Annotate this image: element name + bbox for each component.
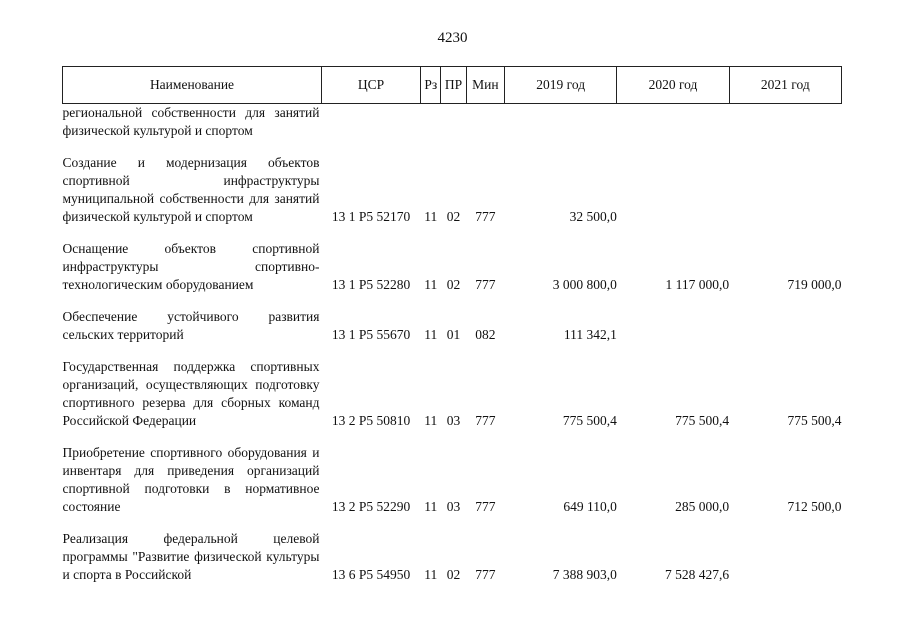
row-rz: 11	[424, 209, 438, 224]
row-rz: 11	[424, 277, 438, 292]
table-row	[63, 104, 842, 155]
row-name: Государственная поддержка спортивных организаций, осуществляющих подготовку спортивного резерва для сборных команд Российской Федерации	[62, 359, 320, 428]
row-2020	[617, 104, 729, 155]
row-pr: 03	[446, 413, 461, 428]
row-2019: 32 500,0	[569, 209, 617, 224]
row-name: Оснащение объектов спортивной инфраструктуры спортивно-технологическим оборудованием	[62, 241, 320, 292]
row-2021: 712 500,0	[787, 499, 842, 514]
header-csr: ЦСР	[321, 67, 420, 104]
row-rz: 11	[424, 499, 438, 514]
table-row	[63, 154, 842, 240]
row-2021	[729, 104, 841, 155]
row-2021	[729, 154, 841, 240]
row-pr	[441, 104, 466, 155]
header-2021: 2021 год	[729, 67, 841, 104]
table-row	[63, 240, 842, 308]
row-2020: 285 000,0	[675, 499, 730, 514]
row-pr: 01	[446, 327, 461, 342]
row-csr: 13 6 P5 54950	[331, 567, 411, 582]
header-pr: ПР	[441, 67, 466, 104]
row-pr: 03	[446, 499, 461, 514]
row-2019: 7 388 903,0	[552, 567, 617, 582]
row-2019: 3 000 800,0	[552, 277, 617, 292]
header-name: Наименование	[63, 67, 322, 104]
row-2021: 719 000,0	[787, 277, 842, 292]
row-csr: 13 2 P5 52290	[331, 499, 411, 514]
row-2020: 7 528 427,6	[665, 567, 730, 582]
row-2019: 649 110,0	[563, 499, 617, 514]
row-min: 082	[475, 327, 496, 342]
row-2021	[729, 530, 841, 584]
row-pr: 02	[446, 567, 461, 582]
row-min: 777	[475, 413, 496, 428]
row-min: 777	[475, 277, 496, 292]
row-2021	[729, 308, 841, 358]
row-2020: 1 117 000,0	[665, 277, 730, 292]
row-csr: 13 2 P5 50810	[331, 413, 411, 428]
row-name: Реализация федеральной целевой программы "Развитие физической культуры и спорта в Российской	[62, 531, 320, 582]
row-pr: 02	[446, 209, 461, 224]
table-header	[63, 67, 842, 104]
row-2019	[505, 104, 617, 155]
row-2020	[617, 308, 729, 358]
budget-table	[62, 66, 842, 584]
row-2020	[617, 154, 729, 240]
row-rz: 11	[424, 327, 438, 342]
row-rz	[421, 104, 441, 155]
table-row	[63, 444, 842, 530]
row-min: 777	[475, 499, 496, 514]
header-2020: 2020 год	[617, 67, 729, 104]
header-rz: Рз	[421, 67, 441, 104]
row-csr: 13 1 P5 55670	[331, 327, 411, 342]
row-csr: 13 1 P5 52280	[331, 277, 411, 292]
row-name: Обеспечение устойчивого развития сельских территорий	[62, 309, 320, 342]
row-2021: 775 500,4	[787, 413, 842, 428]
row-name: Создание и модернизация объектов спортивной инфраструктуры муниципальной собственности для занятий физической культурой и спортом	[62, 155, 320, 224]
row-rz: 11	[424, 567, 438, 582]
row-pr: 02	[446, 277, 461, 292]
table-row	[63, 308, 842, 358]
row-2019: 775 500,4	[562, 413, 617, 428]
row-min: 777	[475, 209, 496, 224]
row-name: Приобретение спортивного оборудования и инвентаря для приведения организаций спортивной подготовки в нормативное состояние	[62, 445, 320, 514]
header-min: Мин	[466, 67, 504, 104]
row-2020: 775 500,4	[675, 413, 730, 428]
table-body	[63, 104, 842, 585]
table-row	[63, 530, 842, 584]
table-row	[63, 358, 842, 444]
row-name: региональной собственности для занятий физической культурой и спортом	[62, 105, 320, 138]
row-rz: 11	[424, 413, 438, 428]
row-csr: 13 1 P5 52170	[331, 209, 411, 224]
page-number: 4230	[437, 30, 468, 46]
row-min	[466, 104, 504, 155]
row-min: 777	[475, 567, 496, 582]
row-2019: 111 342,1	[563, 327, 617, 342]
row-csr	[321, 104, 420, 155]
header-2019: 2019 год	[505, 67, 617, 104]
